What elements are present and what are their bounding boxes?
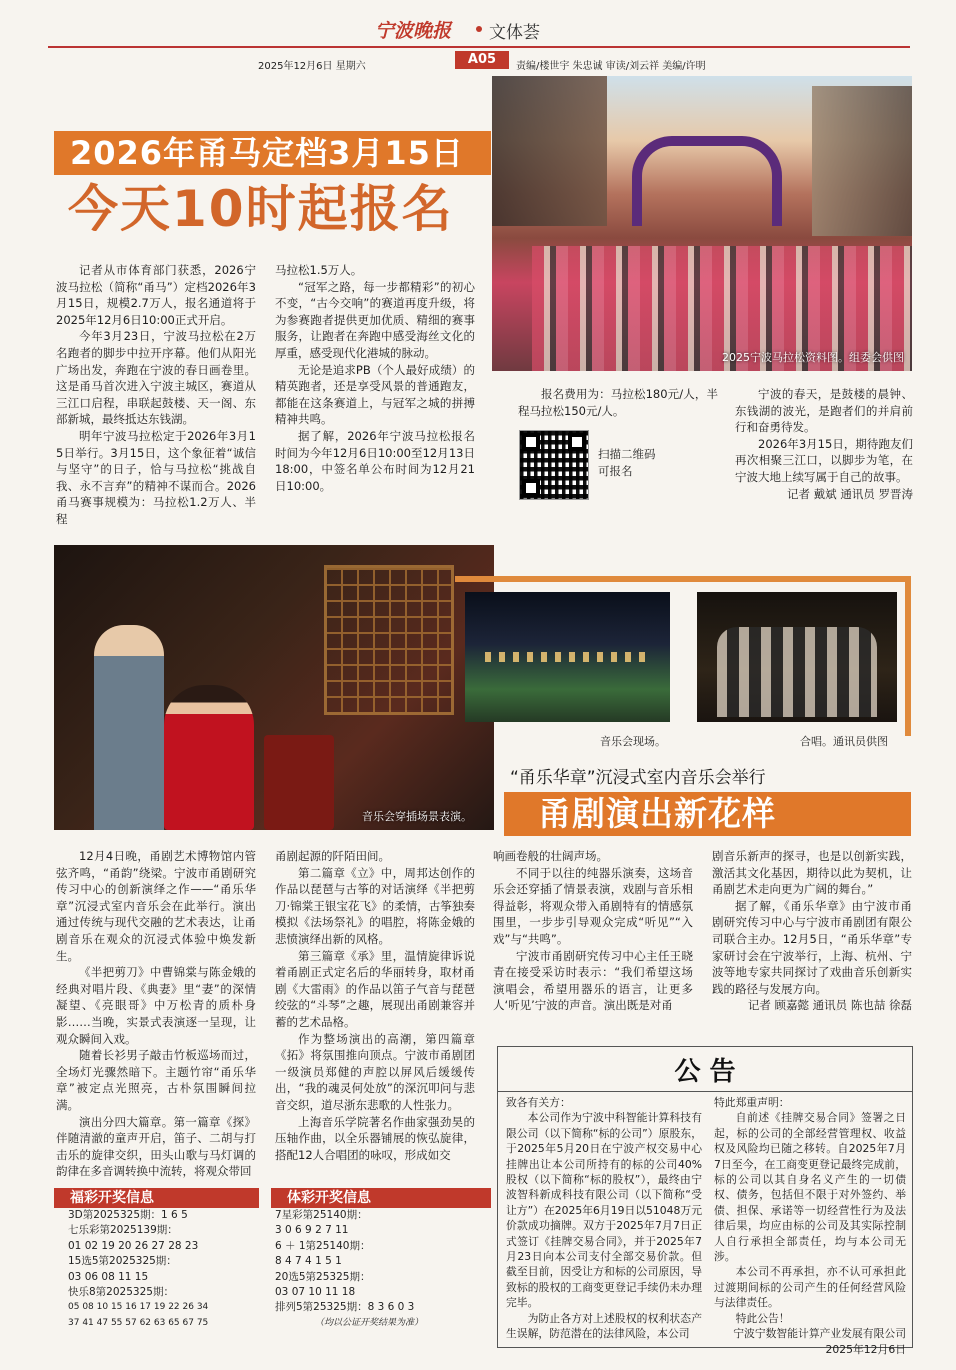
performer-bride [164, 685, 254, 830]
marathon-byline: 记者 戴斌 通讯员 罗晋涛 [787, 486, 913, 501]
sports-lottery-title: 体彩开奖信息 [271, 1188, 491, 1208]
qr-finder-bl [522, 479, 540, 497]
opera-kicker: “甬乐华章”沉浸式室内音乐会举行 [510, 768, 766, 788]
chorus-singers [717, 627, 877, 717]
masthead-rule [48, 46, 910, 48]
marathon-col-2: 马拉松1.5万人。 “冠军之路，每一步都精彩”的初心不变，“古今交响”的赛道再度升级，将为参赛跑者提供更加优质、精细的赛事服务，让跑者在奔跑中感受海丝文化的厚重，感受现代化港城的脉动。 无论是追求PB（个人最好成绩）的精英跑者，还是享受风景的普通跑友，都能在这条赛道上，与冠军之城的拼搏精神共鸣。 据了解，2026年宁波马拉松报名时间为今年12月6日10:00至12月13日18:00，中签名单公布时间为12月21日10:00。 [275, 263, 475, 493]
concert-venue-caption: 音乐会现场。 [600, 735, 666, 748]
opera-photo-frame-side [905, 576, 911, 736]
welfare-lottery-body: 3D第2025325期：1 6 5 七乐彩第2025139期： 01 02 19 20 26 27 28 23 15选5第2025325期： 03 06 08 11 15 快乐8第2025325期： 05 08 10 15 16 17 19 22 26 34 37 41 47 55 57 62 63 65 67 75 [68, 1209, 209, 1328]
marathon-col-4: 宁波的春天，是鼓楼的晨钟、东钱湖的波光，是跑者们的并肩前行和奋勇待发。 2026年3月15日，期待跑友们再次相聚三江口，以脚步为笔，在宁波大地上续写属于自己的故事。 记者 戴斌 通讯员 罗晋涛 [735, 387, 913, 501]
opera-main-caption: 音乐会穿插场景表演。 [362, 810, 472, 823]
page-number: A05 [455, 51, 509, 69]
concert-venue-photo [465, 592, 670, 722]
arch-gate [632, 136, 782, 226]
sports-lottery-body: 7星彩第25140期： 3 0 6 9 2 7 11 6 ＋ 1第25140期： 8 4 7 4 1 5 1 20选5第25325期： 03 07 10 11 18 排列5第25325期：8 3 6 0 3 （均以公证开奖结果为准） [275, 1209, 424, 1328]
notice-box [497, 1046, 913, 1356]
marathon-photo [492, 76, 912, 371]
sports-lottery [271, 1188, 491, 1331]
fee-text: 报名费用为：马拉松180元/人，半程马拉松150元/人。 [518, 387, 718, 418]
opera-col-4: 剧音乐新声的探寻，也是以创新实践，激活其文化基因，期待以此为契机，让甬剧艺术走向更为广阔的舞台。” 据了解，《甬乐华章》由宁波市甬剧研究传习中心与宁波市甬剧团有限公司联合主办。12月5日，“甬乐华章”专家研讨会在宁波举行，上海、杭州、宁波等地专家共同探讨了戏曲音乐创新实践的路径与发展方向。 记者 顾嘉懿 通讯员 陈也喆 徐磊 [712, 849, 912, 1013]
notice-title-rule [498, 1091, 912, 1092]
opera-col-3: 响画卷般的壮阔声场。 不同于以往的纯器乐演奏，这场音乐会还穿插了情景表演，戏剧与音乐相得益彰，将观众带入甬剧特有的情感氛围里，一步步引导观众完成“听见”“入戏”与“共鸣”。 宁波市甬剧研究传习中心主任王晓青在接受采访时表示：“我们希望这场演唱会，希望用器乐的语言，让更多人‘听见’宁波的声音。演出既是对甬 [493, 849, 693, 1013]
notice-col-2: 特此郑重声明： 自前述《挂牌交易合同》签署之日起，标的公司的全部经营管理权、收益权及风险均已随之移转。自2025年7月7日至今，在工商变更登记最终完成前，标的公司以其自身名义产生的一切债权、债务，包括但不限于对外签约、举债、担保、承诺等一切经营性行为及法律后果，均应由标的公司及其实际控制人自行承担全部责任，均与本公司无涉。 本公司不再承担，亦不认可承担此过渡期间标的公司产生的任何经营风险与法律责任。 特此公告！ 宁波宁数智能计算产业发展有限公司 2025年12月6日 [714, 1096, 906, 1356]
opera-main-photo [54, 545, 494, 830]
red-table [264, 735, 334, 830]
masthead [0, 0, 956, 72]
chorus-photo [697, 592, 897, 722]
notice-title: 公 告 [674, 1057, 736, 1087]
opera-photo-frame [455, 576, 911, 582]
marathon-col-1: 记者从市体育部门获悉，2026宁波马拉松（简称“甬马”）定档2026年3月15日，规模2.7万人，报名通道将于2025年12月6日10:00正式开启。 今年3月23日，宁波马拉松在2万名跑者的脚步中拉开序幕。他们从阳光广场出发，奔跑在宁波的春日画卷里。这是甬马首次进入宁波主城区，赛道从三江口启程，串联起鼓楼、天一阁、东部新城，最终抵达东钱湖。 明年宁波马拉松定于2026年3月15日举行。3月15日，这个象征着“诚信与坚守”的日子，恰与马拉松“挑战自我、永不言弃”的精神不谋而合。2026甬马赛事规模为：马拉松1.2万人、半程 [56, 263, 256, 526]
notice-date: 2025年12月6日 [825, 1342, 906, 1356]
date-line: 2025年12月6日 星期六 [258, 61, 366, 72]
paper-name: 宁波晚报 [375, 20, 452, 42]
qr-code[interactable] [519, 430, 589, 500]
building-right [812, 86, 912, 236]
qr-finder-tr [568, 433, 586, 451]
opera-col-2: 甬剧起源的阡陌田间。 第二篇章《立》中，周邦达创作的作品以琵琶与古筝的对话演绎《半把剪刀·锦棠王银宝花飞》的柔情，古筝独奏模拟《法场祭礼》的唱腔，将陈金娥的悲愤演绎出新的风格。 第三篇章《承》里，温情旋律诉说着甬剧正式定名后的华丽转身，取材甬剧《大雷雨》的作品以笛子气音与琵琶绞弦的“斗琴”之趣，展现出甬剧兼容并蓄的艺术品格。 作为整场演出的高潮，第四篇章《拓》将氛围推向顶点。宁波市甬剧团一级演员郑健的声腔以屏风后缓缓传出，“我的魂灵何处放”的深沉叩问与悲音交织，道尽浙东悲歌的人性张力。 上海音乐学院著名作曲家强劲昊的压轴作曲，以全乐器铺展的恢弘旋律，搭配12人合唱团的咏叹，形成如交 [275, 849, 475, 1162]
opera-byline: 记者 顾嘉懿 通讯员 陈也喆 徐磊 [747, 998, 912, 1013]
welfare-lottery [54, 1188, 259, 1331]
opera-col-1: 12月4日晚，甬剧艺术博物馆内管弦齐鸣，“甬韵”绕梁。宁波市甬剧研究传习中心的创新演绎之作——“甬乐华章”沉浸式室内音乐会在此举行。演出通过传统与现代交融的艺术表达，让甬剧音乐在观众的沉浸式体验中焕发新生。 《半把剪刀》中曹锦棠与陈金娥的经典对唱片段、《典妻》里“妻”的深情凝望、《亮眼哥》中万松青的质朴身影……当晚，实景式表演逐一呈现，让观众瞬间入戏。 随着长衫男子敲击竹板巡场而过，全场灯光骤然暗下。主题竹帘“甬乐华章”被定点光照亮，古朴氛围瞬间拉满。 演出分四大篇章。第一篇章《探》伴随清澈的童声开启，笛子、二胡与打击乐的旋律交织，田头山歌与马灯调的韵律在多音调转换中流转，将观众带回 [56, 849, 256, 1179]
qr-label: 扫描二维码 可报名 [598, 447, 656, 478]
lattice-window [324, 565, 454, 715]
notice-col-1: 致各有关方： 本公司作为宁波中科智能计算科技有限公司（以下简称“标的公司”）原股东，于2025年5月20日在宁波产权交易中心挂牌出让本公司所持有的标的公司40%股权（以下简称“标的股权”），最终由宁波智科新成科技有限公司（以下简称“受让方”）在2025年6月19日以51048万元价款成功摘牌。双方于2025年7月7日正式签订《挂牌交易合同》，并于2025年7月23日向本公司支付全部交易价款。但截至目前，因受让方和标的公司原因，导致标的股权的工商变更登记手续仍未办理完毕。 为防止各方对上述股权的权利状态产生误解，防范潜在的法律风险，本公司 [506, 1096, 702, 1341]
marathon-headline-1: 2026年甬马定档3月15日 [70, 134, 464, 172]
editors-line: 责编/楼世宇 朱忠诚 审读/刘云祥 美编/许明 [516, 61, 706, 72]
masthead-dot [476, 26, 482, 32]
section-name: 文体荟 [489, 23, 540, 43]
opera-headline: 甬剧演出新花样 [538, 794, 776, 833]
marathon-headline-2: 今天10时起报名 [68, 180, 454, 238]
marathon-photo-caption: 2025宁波马拉松资料图。组委会供图 [722, 351, 904, 364]
notice-signer: 宁波宁数智能计算产业发展有限公司 [733, 1327, 906, 1341]
welfare-lottery-title: 福彩开奖信息 [54, 1188, 259, 1208]
stage-lights [485, 652, 650, 662]
performer-man [94, 625, 164, 830]
qr-finder-tl [522, 433, 540, 451]
chorus-caption: 合唱。通讯员供图 [800, 735, 888, 748]
building-left [492, 76, 607, 226]
